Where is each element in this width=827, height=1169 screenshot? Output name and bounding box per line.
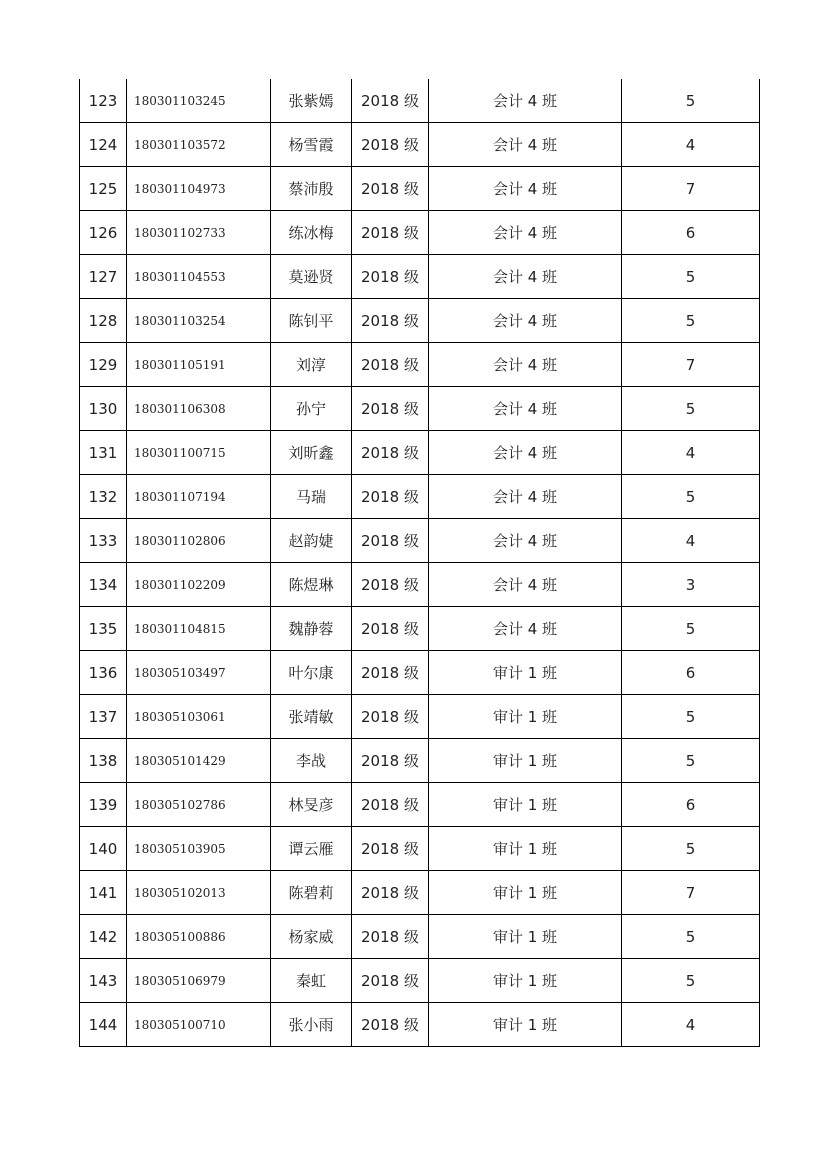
student-id-cell: 180305100710 — [127, 1003, 271, 1047]
grade-cell: 2018 级 — [352, 519, 429, 563]
table-row — [80, 739, 760, 783]
class-name-cell: 会计 4 班 — [429, 519, 622, 563]
student-name-cell: 张靖敏 — [271, 695, 352, 739]
class-name-cell: 审计 1 班 — [429, 739, 622, 783]
table-row — [80, 915, 760, 959]
student-name-cell: 张紫嫣 — [271, 79, 352, 123]
row-number-cell: 127 — [80, 255, 127, 299]
grade-cell: 2018 级 — [352, 299, 429, 343]
class-name-cell: 审计 1 班 — [429, 1003, 622, 1047]
student-id-cell: 180305103497 — [127, 651, 271, 695]
score-cell: 6 — [622, 783, 760, 827]
grade-cell: 2018 级 — [352, 123, 429, 167]
student-name-cell: 蔡沛殷 — [271, 167, 352, 211]
class-name-cell: 会计 4 班 — [429, 299, 622, 343]
score-cell: 5 — [622, 739, 760, 783]
score-cell: 5 — [622, 255, 760, 299]
class-name-cell: 审计 1 班 — [429, 651, 622, 695]
table-row — [80, 167, 760, 211]
score-cell: 4 — [622, 1003, 760, 1047]
row-number-cell: 142 — [80, 915, 127, 959]
row-number-cell: 126 — [80, 211, 127, 255]
row-number-cell: 134 — [80, 563, 127, 607]
grade-cell: 2018 级 — [352, 211, 429, 255]
grade-cell: 2018 级 — [352, 563, 429, 607]
grade-cell: 2018 级 — [352, 387, 429, 431]
grade-cell: 2018 级 — [352, 695, 429, 739]
row-number-cell: 136 — [80, 651, 127, 695]
score-cell: 5 — [622, 299, 760, 343]
score-cell: 5 — [622, 607, 760, 651]
grade-cell: 2018 级 — [352, 915, 429, 959]
student-id-cell: 180301104973 — [127, 167, 271, 211]
row-number-cell: 141 — [80, 871, 127, 915]
student-name-cell: 刘淳 — [271, 343, 352, 387]
student-name-cell: 杨家威 — [271, 915, 352, 959]
student-name-cell: 刘昕鑫 — [271, 431, 352, 475]
grade-cell: 2018 级 — [352, 607, 429, 651]
table-row — [80, 123, 760, 167]
student-id-cell: 180305106979 — [127, 959, 271, 1003]
score-cell: 7 — [622, 343, 760, 387]
table-row — [80, 519, 760, 563]
row-number-cell: 124 — [80, 123, 127, 167]
student-name-cell: 陈碧莉 — [271, 871, 352, 915]
table-row — [80, 563, 760, 607]
score-cell: 5 — [622, 915, 760, 959]
table-row — [80, 695, 760, 739]
student-table — [79, 79, 760, 1047]
student-id-cell: 180301104553 — [127, 255, 271, 299]
score-cell: 4 — [622, 431, 760, 475]
student-name-cell: 杨雪霞 — [271, 123, 352, 167]
student-name-cell: 李战 — [271, 739, 352, 783]
student-id-cell: 180305100886 — [127, 915, 271, 959]
class-name-cell: 审计 1 班 — [429, 783, 622, 827]
table-row — [80, 827, 760, 871]
row-number-cell: 125 — [80, 167, 127, 211]
score-cell: 7 — [622, 167, 760, 211]
score-cell: 6 — [622, 651, 760, 695]
student-id-cell: 180301106308 — [127, 387, 271, 431]
row-number-cell: 131 — [80, 431, 127, 475]
student-name-cell: 孙宁 — [271, 387, 352, 431]
table-row — [80, 783, 760, 827]
score-cell: 4 — [622, 123, 760, 167]
class-name-cell: 会计 4 班 — [429, 563, 622, 607]
row-number-cell: 139 — [80, 783, 127, 827]
score-cell: 4 — [622, 519, 760, 563]
student-name-cell: 魏静蓉 — [271, 607, 352, 651]
student-name-cell: 张小雨 — [271, 1003, 352, 1047]
class-name-cell: 会计 4 班 — [429, 79, 622, 123]
grade-cell: 2018 级 — [352, 959, 429, 1003]
student-name-cell: 林旻彦 — [271, 783, 352, 827]
student-name-cell: 秦虹 — [271, 959, 352, 1003]
student-name-cell: 莫逊贤 — [271, 255, 352, 299]
row-number-cell: 135 — [80, 607, 127, 651]
table-row — [80, 255, 760, 299]
grade-cell: 2018 级 — [352, 79, 429, 123]
student-id-cell: 180301102209 — [127, 563, 271, 607]
grade-cell: 2018 级 — [352, 827, 429, 871]
student-id-cell: 180301100715 — [127, 431, 271, 475]
grade-cell: 2018 级 — [352, 739, 429, 783]
table-row — [80, 343, 760, 387]
grade-cell: 2018 级 — [352, 871, 429, 915]
score-cell: 7 — [622, 871, 760, 915]
grade-cell: 2018 级 — [352, 167, 429, 211]
student-name-cell: 陈煜琳 — [271, 563, 352, 607]
student-id-cell: 180301107194 — [127, 475, 271, 519]
row-number-cell: 137 — [80, 695, 127, 739]
row-number-cell: 143 — [80, 959, 127, 1003]
student-id-cell: 180305103905 — [127, 827, 271, 871]
student-name-cell: 谭云雁 — [271, 827, 352, 871]
student-id-cell: 180301103254 — [127, 299, 271, 343]
score-cell: 5 — [622, 475, 760, 519]
student-name-cell: 练冰梅 — [271, 211, 352, 255]
table-row — [80, 651, 760, 695]
score-cell: 3 — [622, 563, 760, 607]
grade-cell: 2018 级 — [352, 431, 429, 475]
student-id-cell: 180301103572 — [127, 123, 271, 167]
table-row — [80, 871, 760, 915]
table-row — [80, 431, 760, 475]
score-cell: 6 — [622, 211, 760, 255]
row-number-cell: 138 — [80, 739, 127, 783]
table-row — [80, 211, 760, 255]
class-name-cell: 审计 1 班 — [429, 827, 622, 871]
grade-cell: 2018 级 — [352, 783, 429, 827]
student-id-cell: 180301102806 — [127, 519, 271, 563]
score-cell: 5 — [622, 959, 760, 1003]
row-number-cell: 130 — [80, 387, 127, 431]
document-page — [79, 79, 759, 1047]
student-table-body — [80, 79, 760, 1047]
grade-cell: 2018 级 — [352, 475, 429, 519]
table-row — [80, 79, 760, 123]
class-name-cell: 会计 4 班 — [429, 255, 622, 299]
class-name-cell: 会计 4 班 — [429, 343, 622, 387]
grade-cell: 2018 级 — [352, 343, 429, 387]
student-id-cell: 180305101429 — [127, 739, 271, 783]
class-name-cell: 审计 1 班 — [429, 915, 622, 959]
student-name-cell: 赵韵婕 — [271, 519, 352, 563]
table-row — [80, 607, 760, 651]
row-number-cell: 140 — [80, 827, 127, 871]
student-id-cell: 180301105191 — [127, 343, 271, 387]
score-cell: 5 — [622, 387, 760, 431]
class-name-cell: 会计 4 班 — [429, 475, 622, 519]
table-row — [80, 475, 760, 519]
score-cell: 5 — [622, 79, 760, 123]
student-id-cell: 180305102786 — [127, 783, 271, 827]
table-row — [80, 299, 760, 343]
class-name-cell: 会计 4 班 — [429, 167, 622, 211]
student-name-cell: 马瑞 — [271, 475, 352, 519]
class-name-cell: 审计 1 班 — [429, 695, 622, 739]
score-cell: 5 — [622, 695, 760, 739]
student-name-cell: 陈钊平 — [271, 299, 352, 343]
student-id-cell: 180305102013 — [127, 871, 271, 915]
class-name-cell: 会计 4 班 — [429, 607, 622, 651]
class-name-cell: 审计 1 班 — [429, 959, 622, 1003]
student-id-cell: 180301103245 — [127, 79, 271, 123]
class-name-cell: 会计 4 班 — [429, 123, 622, 167]
grade-cell: 2018 级 — [352, 651, 429, 695]
row-number-cell: 128 — [80, 299, 127, 343]
row-number-cell: 144 — [80, 1003, 127, 1047]
table-row — [80, 1003, 760, 1047]
student-id-cell: 180301104815 — [127, 607, 271, 651]
score-cell: 5 — [622, 827, 760, 871]
class-name-cell: 审计 1 班 — [429, 871, 622, 915]
table-row — [80, 959, 760, 1003]
row-number-cell: 129 — [80, 343, 127, 387]
student-id-cell: 180305103061 — [127, 695, 271, 739]
student-name-cell: 叶尔康 — [271, 651, 352, 695]
student-id-cell: 180301102733 — [127, 211, 271, 255]
row-number-cell: 132 — [80, 475, 127, 519]
class-name-cell: 会计 4 班 — [429, 387, 622, 431]
row-number-cell: 133 — [80, 519, 127, 563]
table-row — [80, 387, 760, 431]
grade-cell: 2018 级 — [352, 255, 429, 299]
row-number-cell: 123 — [80, 79, 127, 123]
grade-cell: 2018 级 — [352, 1003, 429, 1047]
class-name-cell: 会计 4 班 — [429, 211, 622, 255]
class-name-cell: 会计 4 班 — [429, 431, 622, 475]
